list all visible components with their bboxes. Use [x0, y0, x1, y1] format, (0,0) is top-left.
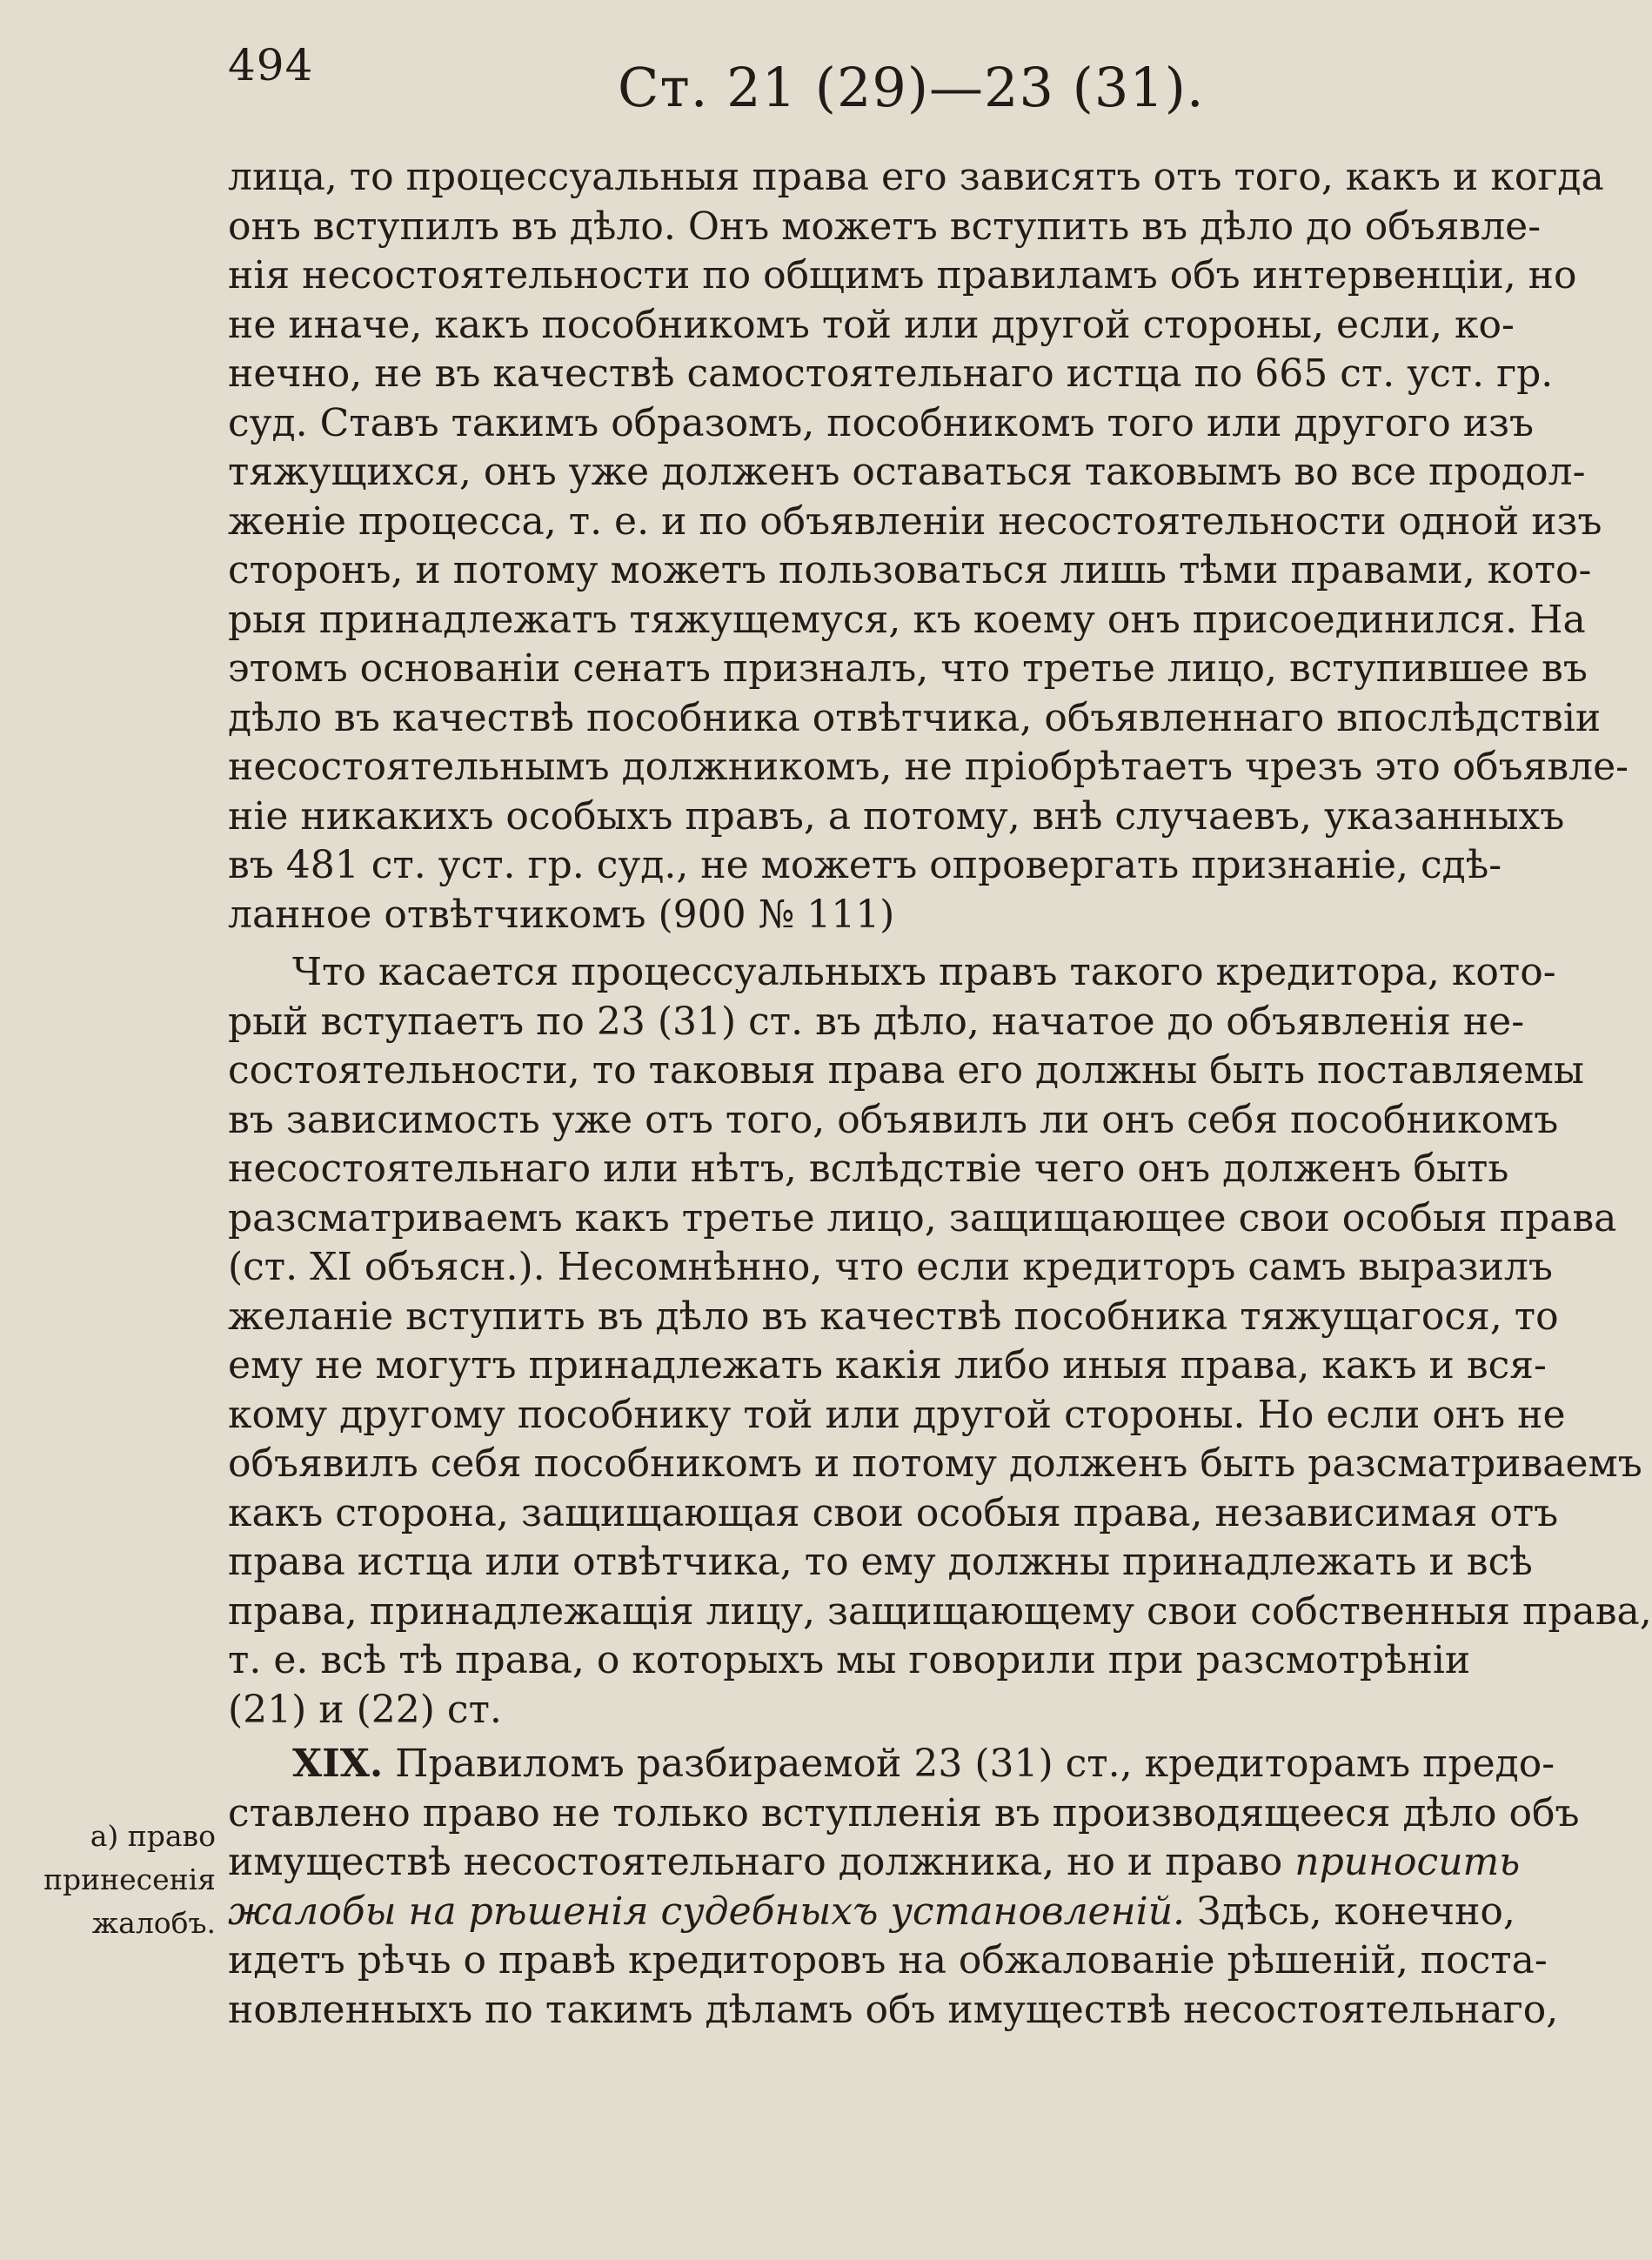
text-line: желаніе вступить въ дѣло въ качествѣ пособника тяжущагося, то — [228, 1294, 1559, 1339]
text-line: нечно, не въ качествѣ самостоятельнаго истца по 665 ст. уст. гр. — [228, 351, 1554, 396]
text-line: объявилъ себя пособникомъ и потому долженъ быть разсматриваемъ — [228, 1441, 1642, 1486]
section-number: XIX. — [292, 1742, 384, 1786]
text-line: состоятельности, то таковыя права его должны быть поставляемы — [228, 1048, 1584, 1093]
text-line: права, принадлежащія лицу, защищающему свои собственныя права, — [228, 1588, 1652, 1634]
text-line — [228, 1888, 1515, 1937]
text-line — [228, 1838, 1521, 1888]
text-line: сторонъ, и потому можетъ пользоваться лишь тѣми правами, кото- — [228, 548, 1592, 592]
text-run: Правиломъ разбираемой 23 (31) ст., кредиторамъ предо- — [383, 1742, 1555, 1786]
margin-note-line: жалобъ. — [91, 1906, 216, 1940]
text-line: этомъ основаніи сенатъ призналъ, что третье лицо, вступившее въ — [228, 646, 1588, 691]
margin-note-line: а) право — [90, 1819, 216, 1853]
paragraph-section-xix — [228, 1740, 1580, 2035]
text-line: новленныхъ по такимъ дѣламъ объ имуществѣ несостоятельнаго, — [228, 1987, 1559, 2032]
text-line: онъ вступилъ въ дѣло. Онъ можетъ вступить въ дѣло до объявле- — [228, 204, 1542, 249]
text-line — [228, 1740, 1555, 1789]
paragraph — [228, 153, 1629, 939]
text-line: ланное отвѣтчикомъ (900 № 111) — [228, 892, 895, 937]
page-number: 494 — [228, 40, 314, 90]
margin-note-line: принесенія — [43, 1862, 216, 1896]
text-run: имуществѣ несостоятельнаго должника, но и право — [228, 1840, 1295, 1884]
text-line: т. е. всѣ тѣ права, о которыхъ мы говорили при разсмотрѣніи — [228, 1638, 1471, 1682]
text-line: (21) и (22) ст. — [228, 1687, 502, 1732]
text-line: женіе процесса, т. е. и по объявленіи несостоятельности одной изъ — [228, 498, 1602, 544]
text-line: Что касается процессуальныхъ правъ такого кредитора, кото- — [292, 950, 1556, 994]
text-line: права истца или отвѣтчика, то ему должны принадлежать и всѣ — [228, 1540, 1533, 1584]
text-line: ему не могутъ принадлежать какія либо иныя права, какъ и вся- — [228, 1343, 1547, 1387]
text-line: рыя принадлежатъ тяжущемуся, къ коему онъ присоединился. На — [228, 597, 1586, 642]
text-line: дѣло въ качествѣ пособника отвѣтчика, объявленнаго впослѣдствіи — [228, 695, 1602, 740]
text-line: какъ сторона, защищающая свои особыя права, независимая отъ — [228, 1490, 1559, 1535]
text-line: нія несостоятельности по общимъ правиламъ объ интервенціи, но — [228, 253, 1577, 298]
margin-note — [42, 1815, 216, 1945]
text-line: (ст. XI объясн.). Несомнѣнно, что если кредиторъ самъ выразилъ — [228, 1245, 1553, 1289]
text-line: не иначе, какъ пособникомъ той или другой стороны, если, ко- — [228, 302, 1515, 347]
text-line: суд. Ставъ такимъ образомъ, пособникомъ того или другого изъ — [228, 400, 1535, 445]
running-head: Ст. 21 (29)—23 (31). — [618, 56, 1205, 119]
text-run: Здѣсь, конечно, — [1185, 1889, 1515, 1934]
text-line: несостоятельнымъ должникомъ, не пріобрѣтаетъ чрезъ это объявле- — [228, 745, 1629, 789]
paragraph — [228, 948, 1652, 1735]
text-line: лица, то процессуальныя права его зависятъ отъ того, какъ и когда — [228, 155, 1604, 199]
text-line: кому другому пособнику той или другой стороны. Но если онъ не — [228, 1392, 1566, 1437]
text-line: ставлено право не только вступленія въ производящееся дѣло объ — [228, 1790, 1580, 1835]
emphasis-text: жалобы на рѣшенія судебныхъ установленій. — [228, 1889, 1186, 1934]
emphasis-text: приносить — [1294, 1840, 1521, 1884]
body-text — [228, 153, 1652, 2035]
text-line: тяжущихся, онъ уже долженъ оставаться таковымъ во все продол- — [228, 450, 1586, 494]
text-line: ніе никакихъ особыхъ правъ, а потому, внѣ случаевъ, указанныхъ — [228, 793, 1565, 839]
text-line: несостоятельнаго или нѣтъ, вслѣдствіе чего онъ долженъ быть — [228, 1147, 1509, 1191]
text-line: въ 481 ст. уст. гр. суд., не можетъ опровергать признаніе, сдѣ- — [228, 843, 1502, 887]
text-line: въ зависимость уже отъ того, объявилъ ли онъ себя пособникомъ — [228, 1097, 1559, 1142]
text-line: рый вступаетъ по 23 (31) ст. въ дѣло, начатое до объявленія не- — [228, 999, 1525, 1044]
text-line: разсматриваемъ какъ третье лицо, защищающее свои особыя права — [228, 1195, 1617, 1240]
text-line: идетъ рѣчь о правѣ кредиторовъ на обжалованіе рѣшеній, поста- — [228, 1938, 1548, 1983]
